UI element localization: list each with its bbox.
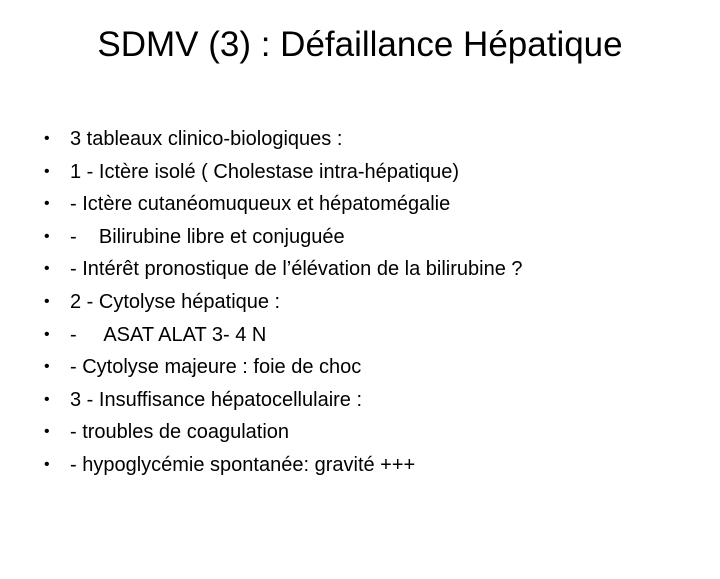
bullet-dot-icon: • [44,227,50,245]
bullet-text: 3 tableaux clinico-biologiques : [70,128,343,150]
bullet-dot-icon: • [44,390,50,408]
list-item [44,123,704,156]
bullet-dot-icon: • [44,358,50,376]
list-item [44,384,704,417]
list-item [44,253,704,286]
list-item [44,449,704,482]
bullet-dot-icon: • [44,130,50,147]
list-item [44,319,704,352]
list-item [44,286,704,319]
bullet-text: - Ictère cutanéomuqueux et hépatomégalie [70,193,451,216]
list-item [44,351,704,384]
bullet-dot-icon: • [44,195,50,213]
bullet-text: - Bilirubine libre et conjuguée [70,225,345,248]
bullet-text: 2 - Cytolyse hépatique : [70,290,281,313]
bullet-dot-icon: • [44,423,50,441]
list-item [44,221,704,254]
bullet-dot-icon: • [44,292,50,310]
bullet-list [44,123,704,482]
bullet-dot-icon: • [44,455,50,473]
slide-title: SDMV (3) : Défaillance Hépatique [97,25,623,64]
bullet-dot-icon: • [44,162,50,180]
bullet-text: 3 - Insuffisance hépatocellulaire : [70,388,363,411]
bullet-dot-icon: • [44,325,50,343]
bullet-text: - hypoglycémie spontanée: gravité +++ [70,453,416,476]
list-item [44,188,704,221]
bullet-text: 1 - Ictère isolé ( Cholestase intra-hépatique) [70,160,460,183]
bullet-dot-icon: • [44,260,50,278]
bullet-text: - Cytolyse majeure : foie de choc [70,356,362,379]
bullet-text: - troubles de coagulation [70,421,290,444]
list-item [44,416,704,449]
bullet-text: - ASAT ALAT 3- 4 N [70,323,267,346]
list-item [44,156,704,189]
bullet-text: - Intérêt pronostique de l’élévation de la bilirubine ? [70,258,523,281]
